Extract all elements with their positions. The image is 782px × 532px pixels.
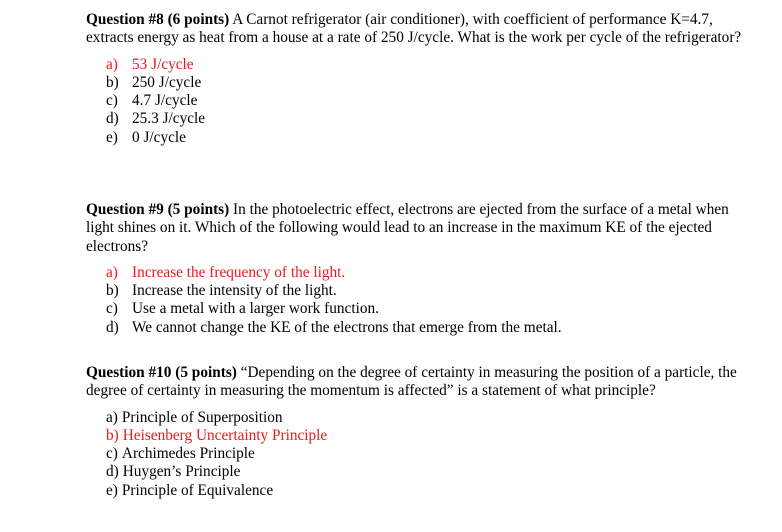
option-text: Increase the frequency of the light.: [132, 263, 346, 281]
question-9-text: In the photoelectric effect, electrons are ejected from the surface of a metal when light shines on it. Which of the following would lead to an increase in the maximum KE of the ejected electrons?: [86, 201, 729, 255]
option-text: 250 J/cycle: [132, 73, 202, 91]
option-letter: c): [106, 92, 118, 110]
question-10-option-b: [106, 427, 756, 445]
question-9-options: [106, 264, 756, 337]
option-text: 25.3 J/cycle: [132, 110, 206, 128]
question-10-options: [106, 409, 756, 500]
question-10-option-a: [106, 409, 756, 427]
option-text: 53 J/cycle: [132, 55, 194, 73]
question-8-option-d: [106, 110, 756, 128]
question-8-option-b: [106, 74, 756, 92]
question-9-option-b: [106, 282, 756, 300]
question-9-option-a: [106, 264, 756, 282]
question-10: [86, 364, 756, 500]
question-9-label: Question #9 (5 points): [86, 201, 230, 218]
option-text: Heisenberg Uncertainty Principle: [122, 426, 328, 444]
question-10-option-c: [106, 445, 756, 463]
question-8-option-e: [106, 129, 756, 147]
question-10-label: Question #10 (5 points): [86, 364, 237, 381]
question-8-stem: [86, 11, 756, 48]
question-9-option-c: [106, 300, 756, 318]
question-8-text: A Carnot refrigerator (air conditioner), with coefficient of performance K=4.7, extracts energy as heat from a house at a rate of 250 J/cycle. What is the work per cycle of the refrigerator?: [86, 11, 742, 47]
option-letter: e): [106, 481, 118, 499]
option-text: Huygen’s Principle: [122, 463, 241, 481]
option-text: We cannot change the KE of the electrons that emerge from the metal.: [132, 318, 562, 336]
question-8: [86, 11, 756, 147]
question-9-option-d: [106, 319, 756, 337]
question-8-label: Question #8 (6 points): [86, 11, 230, 28]
option-text: Increase the intensity of the light.: [132, 282, 337, 300]
question-10-option-d: [106, 463, 756, 481]
question-8-option-c: [106, 92, 756, 110]
option-text: 4.7 J/cycle: [132, 92, 198, 110]
option-letter: b): [106, 426, 119, 444]
option-letter: b): [106, 73, 119, 91]
option-letter: d): [106, 110, 119, 128]
option-letter: c): [106, 445, 118, 463]
option-letter: d): [106, 318, 119, 336]
option-letter: b): [106, 282, 119, 300]
question-8-option-a: [106, 56, 756, 74]
option-text: Principle of Superposition: [121, 408, 283, 426]
option-text: Archimedes Principle: [121, 445, 255, 463]
option-letter: e): [106, 128, 118, 146]
option-text: 0 J/cycle: [132, 128, 186, 146]
question-10-stem: [86, 364, 756, 401]
option-text: Principle of Equivalence: [121, 481, 274, 499]
question-8-options: [106, 56, 756, 147]
question-9-stem: [86, 201, 756, 256]
option-letter: a): [106, 55, 118, 73]
question-9: [86, 201, 756, 337]
option-letter: a): [106, 408, 118, 426]
option-letter: a): [106, 263, 118, 281]
question-10-option-e: [106, 482, 756, 500]
option-letter: c): [106, 300, 118, 318]
option-letter: d): [106, 463, 119, 481]
option-text: Use a metal with a larger work function.: [132, 300, 379, 318]
question-10-text: “Depending on the degree of certainty in measuring the position of a particle, the degree of certainty in measuring the momentum is affected” is a statement of what principle?: [86, 364, 737, 400]
